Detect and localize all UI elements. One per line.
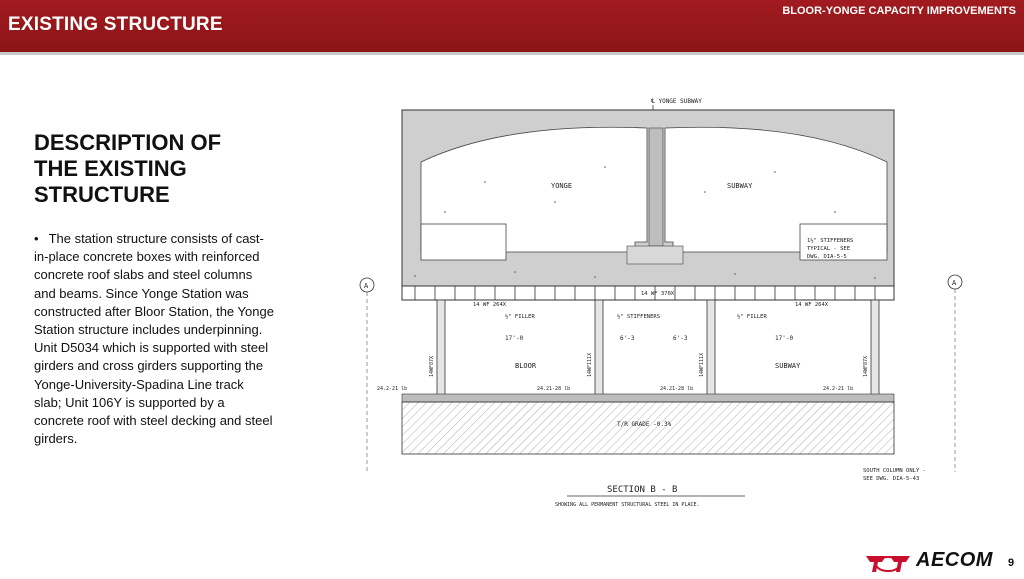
heading-line: THE EXISTING: [34, 156, 187, 181]
lower-left-label: BLOOR: [515, 362, 537, 370]
bullet-line: girders.: [34, 431, 78, 447]
column-label: 14WF87X: [863, 355, 869, 377]
drawing-top-label: ℄ YONGE SUBWAY: [651, 98, 702, 105]
bullet-line: [34, 230, 314, 248]
drawing-section-subtitle: SHOWING ALL PERMANENT STRUCTURAL STEEL IN PLACE.: [555, 502, 700, 508]
bullet-line: concrete roof with steel decking and steel: [34, 413, 273, 429]
bullet-line: Station structure includes underpinning.: [34, 322, 263, 338]
span-label: 17'-0: [505, 335, 524, 342]
column-label: 14WF111X: [699, 352, 705, 377]
drawing-section-title: SECTION B - B: [607, 485, 678, 495]
upper-right-label: SUBWAY: [727, 182, 753, 190]
lower-right-label: SUBWAY: [775, 362, 801, 370]
south-note-line: SOUTH COLUMN ONLY -: [863, 468, 926, 474]
heading-line: DESCRIPTION OF: [34, 130, 222, 155]
beam-label: 14 WF 264X: [795, 302, 829, 308]
page-number: 9: [1008, 557, 1015, 569]
bullet-line: and beams. Since Yonge Station was: [34, 285, 249, 301]
heading-line: STRUCTURE: [34, 182, 170, 207]
filler-label: ½" FILLER: [505, 314, 535, 320]
section-drawing: [355, 92, 965, 512]
bullet-line: Unit D5034 which is supported with steel: [34, 340, 269, 356]
center-haunch: [627, 246, 683, 264]
left-lower-void: [421, 224, 506, 260]
center-column: [649, 128, 663, 246]
slide-heading: [34, 130, 334, 208]
column-label: 14WF87X: [429, 355, 435, 377]
filler-label: ½" FILLER: [737, 314, 767, 320]
stiffener-note-line: TYPICAL - SEE: [807, 246, 851, 252]
section-marker-left-label: A: [364, 282, 369, 290]
beam-label: 14 WF 264X: [473, 302, 507, 308]
upper-left-label: YONGE: [551, 182, 573, 190]
grade-label: T/R GRADE -0.3%: [617, 421, 672, 428]
bullet-line: slab; Unit 106Y is supported by a: [34, 394, 225, 410]
aecom-logo-text: AECOM: [916, 549, 993, 571]
bullet-text: The station structure consists of cast-: [48, 231, 264, 246]
stiffener-note-line: DWG. DIA-5-5: [807, 254, 847, 260]
span-label: 6'-3: [620, 335, 635, 342]
section-marker-right-label: A: [952, 279, 957, 287]
rail-label: 24.21-28 lb: [537, 386, 571, 392]
stiffener-note-line: 1½" STIFFENERS: [807, 238, 854, 244]
ttc-logo: [866, 556, 910, 572]
beam-label: 14 WF 370X: [641, 291, 675, 297]
bullet-line: constructed after Bloor Station, the Yonge: [34, 303, 274, 319]
bullet-line: in-place concrete boxes with reinforced: [34, 249, 260, 265]
filler-label: ½" STIFFENERS: [617, 314, 661, 320]
track-slab: [402, 394, 894, 402]
section-title: EXISTING STRUCTURE: [8, 14, 223, 35]
bullet-line: Yonge-University-Spadina Line track: [34, 376, 244, 392]
base-slab: [402, 402, 894, 454]
span-label: 6'-3: [673, 335, 688, 342]
project-title: BLOOR-YONGE CAPACITY IMPROVEMENTS: [782, 5, 1016, 17]
bullet-symbol: •: [34, 231, 39, 246]
bullet-line: concrete roof slabs and steel columns: [34, 267, 253, 283]
south-note-line: SEE DWG. DIA-5-43: [863, 476, 920, 482]
rail-label: 24.2-21 lb: [823, 386, 854, 392]
bullet-line: girders and cross girders supporting the: [34, 358, 264, 374]
column-label: 14WF111X: [587, 352, 593, 377]
rail-label: 24.2-21 lb: [377, 386, 408, 392]
rail-label: 24.21-28 lb: [660, 386, 694, 392]
slide-header: [0, 0, 1024, 52]
header-divider: [0, 52, 1024, 55]
description-bullet: [34, 230, 314, 448]
span-label: 17'-0: [775, 335, 794, 342]
